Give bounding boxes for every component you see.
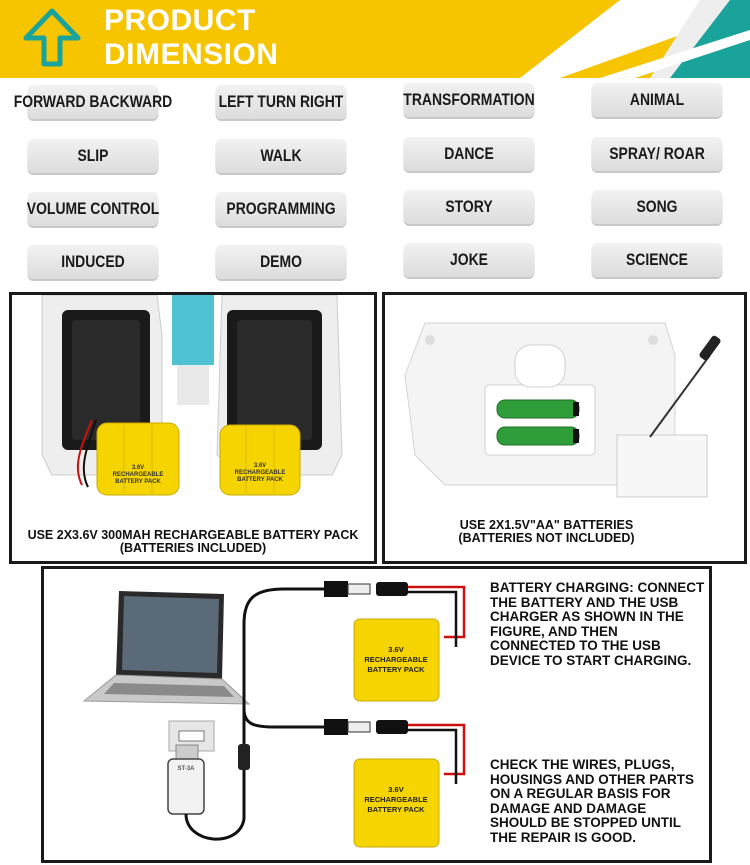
remote-panel-caption xyxy=(382,519,726,545)
charge-pack-1-voltage: 3.6V xyxy=(388,645,404,654)
feature-transformation: TRANSFORMATION xyxy=(403,83,534,117)
robot-caption-line-2: (BATTERIES INCLUDED) xyxy=(119,541,267,555)
remote-caption-line-1: USE 2X1.5V"AA" BATTERIES xyxy=(459,518,634,532)
pack-1-type: RECHARGEABLE xyxy=(112,472,164,478)
charging-panel xyxy=(41,566,712,863)
feature-volume-control: VOLUME CONTROL xyxy=(27,192,158,226)
pack-2-name: BATTERY PACK xyxy=(237,477,283,483)
safety-instructions: CHECK THE WIRES, PLUGS, HOUSINGS AND OTHER PARTS ON A REGULAR BASIS FOR DAMAGE AND DAMAGE SHOULD BE STOPPED UNTIL THE REPAIR IS GOOD. xyxy=(490,757,695,845)
header-banner xyxy=(0,0,750,78)
feature-spray-roar: SPRAY/ ROAR xyxy=(591,137,722,171)
charging-instructions: BATTERY CHARGING: CONNECT THE BATTERY AND THE USB CHARGER AS SHOWN IN THE FIGURE, AND THEN CONNECTED TO THE USB DEVICE TO START CHARGING. xyxy=(490,580,705,668)
remote-battery-illustration xyxy=(385,295,744,505)
robot-battery-illustration xyxy=(12,295,374,515)
robot-panel-caption xyxy=(12,529,374,555)
feature-song: SONG xyxy=(591,190,722,224)
feature-induced: INDUCED xyxy=(27,245,158,279)
logo-icon xyxy=(22,8,82,70)
charge-pack-2-voltage: 3.6V xyxy=(388,785,404,794)
charge-pack-1-type: RECHARGEABLE xyxy=(364,655,428,664)
feature-slip: SLIP xyxy=(27,139,158,173)
charge-pack-2-name: BATTERY PACK xyxy=(367,805,425,814)
laptop-icon xyxy=(84,591,249,704)
feature-programming: PROGRAMMING xyxy=(215,192,346,226)
header-stripes xyxy=(400,0,750,78)
robot-caption-line-1: USE 2X3.6V 300MAH RECHARGEABLE BATTERY PACK xyxy=(27,528,359,542)
pack-2-type: RECHARGEABLE xyxy=(234,470,286,476)
pack-2-voltage: 3.6V xyxy=(253,463,267,469)
feature-forward-backward: FORWARD BACKWARD xyxy=(27,85,158,119)
usb-label: ST-3A xyxy=(177,766,195,772)
feature-walk: WALK xyxy=(215,139,346,173)
page-title xyxy=(104,4,279,72)
remote-caption-line-2: (BATTERIES NOT INCLUDED) xyxy=(458,531,635,545)
pack-1-name: BATTERY PACK xyxy=(115,479,161,485)
feature-dance: DANCE xyxy=(403,137,534,171)
robot-battery-panel xyxy=(9,292,377,564)
feature-animal: ANIMAL xyxy=(591,83,722,117)
pack-1-voltage: 3.6V xyxy=(131,465,145,471)
title-line-2: DIMENSION xyxy=(104,38,279,71)
charge-pack-1-name: BATTERY PACK xyxy=(367,665,425,674)
feature-demo: DEMO xyxy=(215,245,346,279)
feature-story: STORY xyxy=(403,190,534,224)
feature-science: SCIENCE xyxy=(591,243,722,277)
feature-joke: JOKE xyxy=(403,243,534,277)
remote-battery-panel xyxy=(382,292,747,564)
title-line-1: PRODUCT xyxy=(104,4,256,37)
feature-left-turn-right: LEFT TURN RIGHT xyxy=(215,85,346,119)
charge-pack-2-type: RECHARGEABLE xyxy=(364,795,428,804)
